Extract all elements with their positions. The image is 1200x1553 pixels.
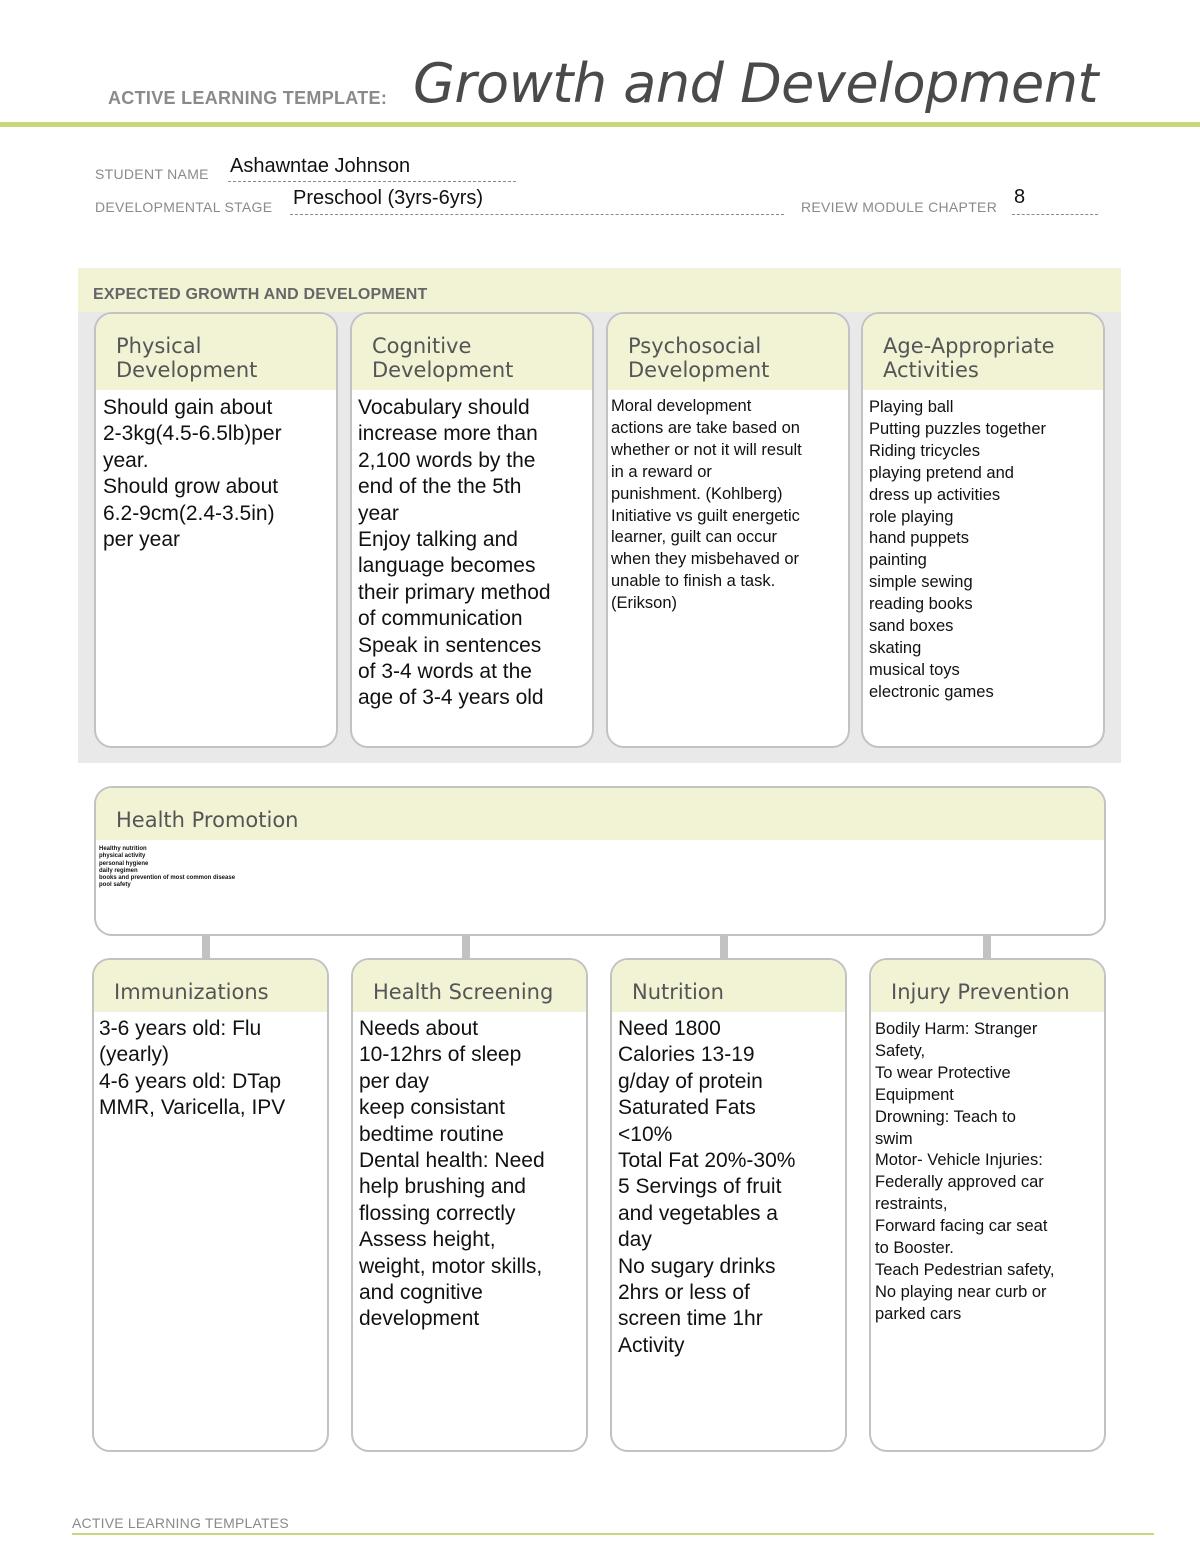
physical-development-card [94,312,338,748]
cognitive-development-card [350,312,594,748]
review-module-chapter-label: REVIEW MODULE CHAPTER [801,199,998,215]
header-divider [0,122,1200,127]
cognitive-development-heading: Cognitive Development [372,334,514,382]
immunizations-heading: Immunizations [114,980,269,1004]
health-screening-body[interactable]: Needs about 10-12hrs of sleep per day keep consistant bedtime routine Dental health: Need help brushing and flossing correctly Assess height, weight, motor skills, and cognitive development [359,1017,545,1331]
nutrition-heading: Nutrition [632,980,724,1004]
physical-development-body[interactable]: Should gain about 2-3kg(4.5-6.5lb)per year. Should grow about 6.2-9cm(2.4-3.5in) per year [103,396,282,552]
health-screening-heading: Health Screening [373,980,554,1004]
psychosocial-development-card [606,312,850,748]
health-promotion-body[interactable]: Healthy nutrition physical activity personal hygiene daily regimen books and prevention of most common disease pool safety [99,846,236,889]
page-title: Growth and Development [413,52,1099,115]
connector-nutrition [720,936,728,958]
connector-injury-prevention [983,936,991,958]
nutrition-card [610,958,847,1452]
student-name-label: STUDENT NAME [95,166,209,182]
health-promotion-heading: Health Promotion [116,808,299,832]
immunizations-body[interactable]: 3-6 years old: Flu (yearly) 4-6 years old: DTap MMR, Varicella, IPV [99,1017,286,1120]
health-promotion-card [94,786,1106,936]
injury-prevention-card [869,958,1106,1452]
connector-immunizations [202,936,210,958]
developmental-stage-value[interactable]: Preschool (3yrs-6yrs) [293,187,484,209]
age-appropriate-activities-heading: Age-Appropriate Activities [883,334,1055,382]
psychosocial-development-heading: Psychosocial Development [628,334,770,382]
footer-divider [72,1533,1154,1535]
injury-prevention-heading: Injury Prevention [891,980,1070,1004]
age-appropriate-activities-body[interactable]: Playing ball Putting puzzles together Riding tricycles playing pretend and dress up activities role playing hand puppets painting simple sewing reading books sand boxes skating musical toys electronic games [869,398,1047,701]
immunizations-card [92,958,329,1452]
student-name-value[interactable]: Ashawntae Johnson [230,155,411,177]
nutrition-body[interactable]: Need 1800 Calories 13-19 g/day of protein Saturated Fats <10% Total Fat 20%-30% 5 Servings of fruit and vegetables a day No sugary drinks 2hrs or less of screen time 1hr Activity [618,1017,796,1357]
psychosocial-development-body[interactable]: Moral development actions are take based on whether or not it will result in a reward or punishment. (Kohlberg) Initiative vs guilt energetic learner, guilt can occur when they misbehaved or unable to finish a task. (Erikson) [611,397,802,613]
developmental-stage-label: DEVELOPMENTAL STAGE [95,199,273,215]
health-screening-card [351,958,588,1452]
template-label: ACTIVE LEARNING TEMPLATE: [108,88,388,108]
age-appropriate-activities-card [861,312,1105,748]
physical-development-heading: Physical Development [116,334,258,382]
connector-health-screening [462,936,470,958]
cognitive-development-body[interactable]: Vocabulary should increase more than 2,100 words by the end of the the 5th year Enjoy talking and language becomes their primary method of communication Speak in sentences of 3-4 words at the age of 3-4 years old [358,396,551,710]
review-module-chapter-value[interactable]: 8 [1014,186,1026,208]
injury-prevention-body[interactable]: Bodily Harm: Stranger Safety, To wear Protective Equipment Drowning: Teach to swim Motor- Vehicle Injuries: Federally approved car restraints, Forward facing car seat to Booster. Teach Pedestrian safety, No playing near curb or parked cars [875,1020,1055,1323]
expected-growth-title: EXPECTED GROWTH AND DEVELOPMENT [93,286,428,303]
footer-label: ACTIVE LEARNING TEMPLATES [72,1515,289,1531]
